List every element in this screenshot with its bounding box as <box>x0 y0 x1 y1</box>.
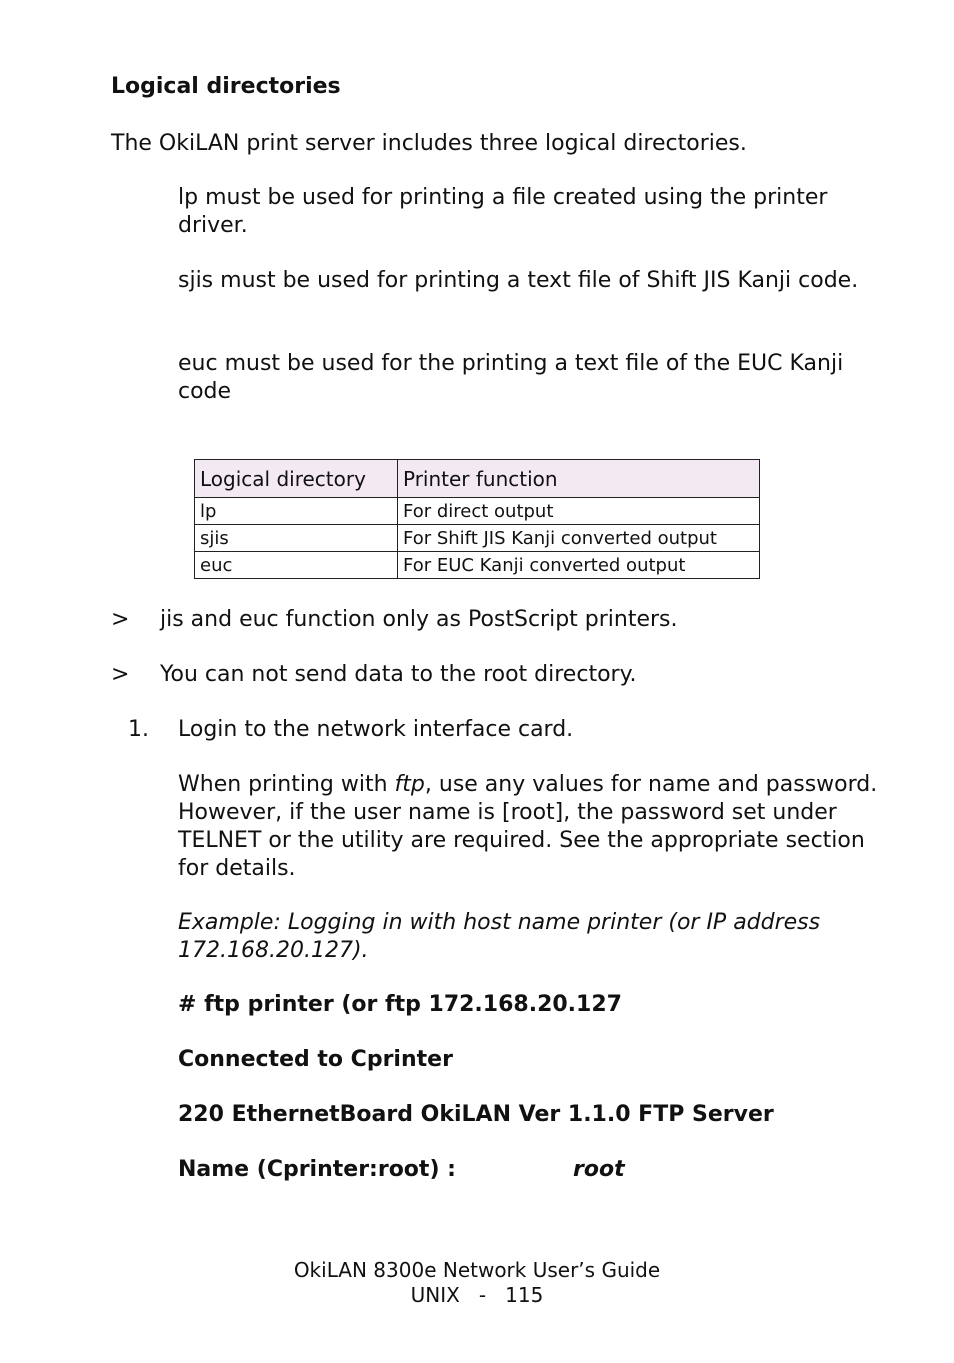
page-footer <box>0 1258 954 1308</box>
table-cell: For EUC Kanji converted output <box>398 552 760 579</box>
directory-lp-desc: lp must be used for printing a file created using the printer driver. <box>178 185 828 238</box>
step-text: Login to the network interface card. <box>178 717 574 742</box>
logical-directory-table <box>194 459 760 579</box>
table-row <box>195 552 760 579</box>
note-text: You can not send data to the root directory. <box>160 662 637 687</box>
table-cell: For Shift JIS Kanji converted output <box>398 525 760 552</box>
table-cell: For direct output <box>398 498 760 525</box>
footer-page: UNIX - 115 <box>410 1283 544 1307</box>
ftp-term: ftp <box>394 772 425 797</box>
note-text: jis and euc function only as PostScript printers. <box>160 607 678 632</box>
table-header-cell: Logical directory <box>195 460 398 498</box>
table-cell: lp <box>195 498 398 525</box>
footer-title: OkiLAN 8300e Network User’s Guide <box>293 1258 661 1282</box>
section-heading: Logical directories <box>111 74 341 99</box>
example-text: Example: Logging in with host name printer (or IP address 172.168.20.127). <box>178 910 821 963</box>
directory-sjis-desc: sjis must be used for printing a text file of Shift JIS Kanji code. <box>178 268 859 293</box>
table-row <box>195 498 760 525</box>
ftp-para-start: When printing with <box>178 772 395 797</box>
table-cell: euc <box>195 552 398 579</box>
ftp-para-rest: , use any values for name and password. However, if the user name is [root], the password set under TELNET or the utility are required. See the appropriate section for details. <box>178 772 878 881</box>
step-number: 1. <box>128 717 149 742</box>
table-header-cell: Printer function <box>398 460 760 498</box>
command-line: # ftp printer (or ftp 172.168.20.127 <box>178 992 622 1017</box>
name-value: root <box>573 1157 625 1182</box>
ftp-paragraph <box>178 771 878 883</box>
note-marker: > <box>111 607 130 632</box>
note-marker: > <box>111 662 130 687</box>
table-cell: sjis <box>195 525 398 552</box>
name-prompt: Name (Cprinter:root) : <box>178 1157 456 1182</box>
command-line: Connected to Cprinter <box>178 1047 453 1072</box>
table-row <box>195 525 760 552</box>
directory-euc-desc: euc must be used for the printing a text file of the EUC Kanji code <box>178 351 844 404</box>
table-header-row <box>195 460 760 498</box>
command-line: 220 EthernetBoard OkiLAN Ver 1.1.0 FTP Server <box>178 1102 774 1127</box>
intro-paragraph: The OkiLAN print server includes three logical directories. <box>111 131 747 156</box>
